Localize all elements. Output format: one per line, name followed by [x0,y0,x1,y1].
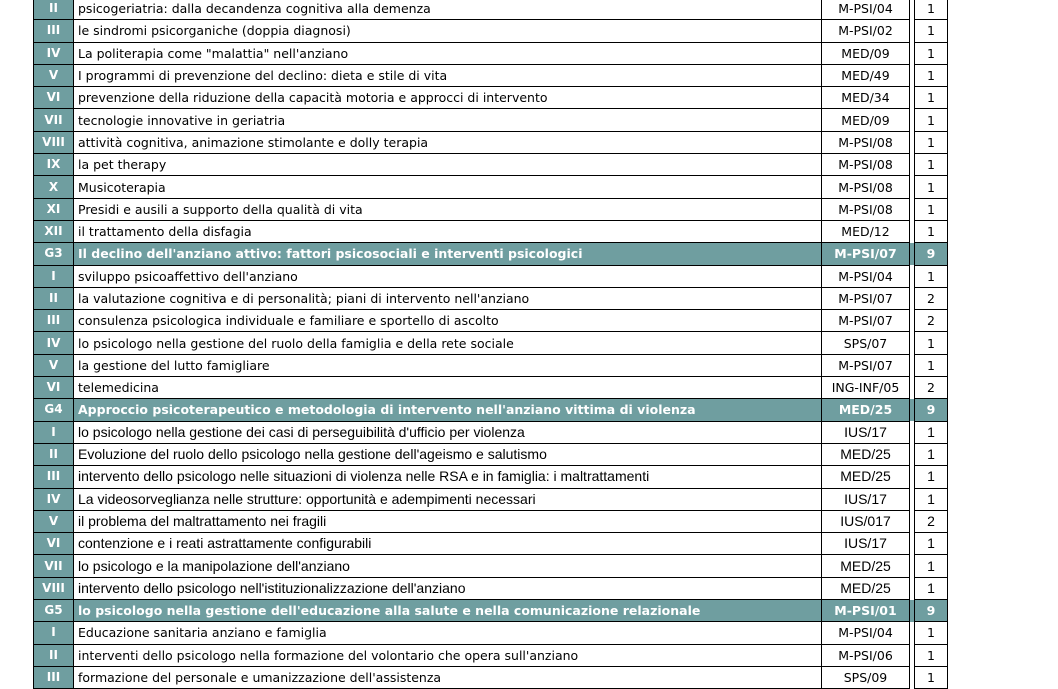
module-row [34,644,948,666]
row-cfu: 1 [915,220,948,242]
row-cfu: 1 [915,0,948,20]
curriculum-table-body [34,0,948,689]
row-ssd-code: SPS/07 [822,332,910,354]
row-cfu: 1 [915,622,948,644]
row-cfu: 1 [915,421,948,443]
row-cfu: 1 [915,354,948,376]
row-number: II [34,287,74,309]
row-description: la valutazione cognitiva e di personalità; piani di intervento nell'anziano [74,287,822,309]
row-number: V [34,64,74,86]
row-cfu: 1 [915,555,948,577]
module-row [34,20,948,42]
row-description: telemedicina [74,377,822,399]
row-cfu: 1 [915,265,948,287]
row-description: La videosorveglianza nelle strutture: opportunità e adempimenti necessari [74,488,822,510]
row-ssd-code: M-PSI/08 [822,198,910,220]
row-ssd-code: MED/49 [822,64,910,86]
row-ssd-code: M-PSI/07 [822,243,910,265]
row-ssd-code: M-PSI/08 [822,131,910,153]
row-description: intervento dello psicologo nelle situazioni di violenza nelle RSA e in famiglia: i maltrattamenti [74,466,822,488]
row-ssd-code: MED/25 [822,555,910,577]
row-ssd-code: ING-INF/05 [822,377,910,399]
row-ssd-code: M-PSI/08 [822,154,910,176]
row-ssd-code: M-PSI/04 [822,0,910,20]
curriculum-table [33,0,948,689]
row-number: I [34,622,74,644]
module-row [34,332,948,354]
module-row [34,265,948,287]
row-number: V [34,354,74,376]
module-row [34,510,948,532]
row-cfu: 9 [915,243,948,265]
row-description: contenzione e i reati astrattamente configurabili [74,533,822,555]
row-number: IV [34,332,74,354]
row-number: II [34,0,74,20]
row-ssd-code: MED/25 [822,443,910,465]
row-ssd-code: IUS/17 [822,533,910,555]
row-cfu: 2 [915,510,948,532]
module-row [34,555,948,577]
row-ssd-code: SPS/09 [822,666,910,688]
row-description: sviluppo psicoaffettivo dell'anziano [74,265,822,287]
row-ssd-code: M-PSI/02 [822,20,910,42]
row-cfu: 1 [915,109,948,131]
row-description: Evoluzione del ruolo dello psicologo nella gestione dell'ageismo e salutismo [74,443,822,465]
row-number: III [34,20,74,42]
row-description: lo psicologo nella gestione dei casi di perseguibilità d'ufficio per violenza [74,421,822,443]
row-number: XI [34,198,74,220]
row-number: II [34,644,74,666]
row-number: I [34,265,74,287]
row-ssd-code: M-PSI/07 [822,354,910,376]
module-row [34,176,948,198]
row-number: VII [34,109,74,131]
row-description: Approccio psicoterapeutico e metodologia di intervento nell'anziano vittima di violenza [74,399,822,421]
module-row [34,466,948,488]
group-row [34,243,948,265]
row-number: XII [34,220,74,242]
row-description: il problema del maltrattamento nei fragili [74,510,822,532]
module-row [34,154,948,176]
row-cfu: 1 [915,466,948,488]
row-cfu: 1 [915,577,948,599]
row-ssd-code: IUS/017 [822,510,910,532]
module-row [34,64,948,86]
row-description: Musicoterapia [74,176,822,198]
row-number: III [34,310,74,332]
row-cfu: 1 [915,42,948,64]
row-ssd-code: MED/34 [822,87,910,109]
row-number: X [34,176,74,198]
module-row [34,666,948,688]
module-row [34,0,948,20]
row-cfu: 1 [915,488,948,510]
module-row [34,287,948,309]
row-cfu: 9 [915,399,948,421]
module-row [34,310,948,332]
row-ssd-code: M-PSI/04 [822,622,910,644]
row-description: psicogeriatria: dalla decandenza cognitiva alla demenza [74,0,822,20]
module-row [34,109,948,131]
row-cfu: 2 [915,310,948,332]
row-ssd-code: MED/25 [822,399,910,421]
module-row [34,577,948,599]
row-number: IV [34,488,74,510]
module-row [34,533,948,555]
row-cfu: 1 [915,332,948,354]
row-ssd-code: M-PSI/07 [822,287,910,309]
row-ssd-code: M-PSI/04 [822,265,910,287]
row-description: attività cognitiva, animazione stimolante e dolly terapia [74,131,822,153]
row-ssd-code: MED/09 [822,42,910,64]
row-description: tecnologie innovative in geriatria [74,109,822,131]
row-number: IX [34,154,74,176]
row-cfu: 1 [915,666,948,688]
row-ssd-code: M-PSI/06 [822,644,910,666]
module-row [34,354,948,376]
row-number: VI [34,87,74,109]
row-description: interventi dello psicologo nella formazione del volontario che opera sull'anziano [74,644,822,666]
module-row [34,443,948,465]
row-description: La politerapia come "malattia" nell'anziano [74,42,822,64]
row-description: le sindromi psicorganiche (doppia diagnosi) [74,20,822,42]
row-cfu: 1 [915,64,948,86]
row-number: IV [34,42,74,64]
row-description: la gestione del lutto famigliare [74,354,822,376]
module-row [34,622,948,644]
module-row [34,131,948,153]
row-ssd-code: IUS/17 [822,488,910,510]
row-cfu: 2 [915,287,948,309]
row-description: formazione del personale e umanizzazione dell'assistenza [74,666,822,688]
row-cfu: 1 [915,87,948,109]
row-cfu: 1 [915,533,948,555]
row-number: VII [34,555,74,577]
row-description: lo psicologo e la manipolazione dell'anziano [74,555,822,577]
module-row [34,198,948,220]
row-number: VIII [34,131,74,153]
row-number: VI [34,533,74,555]
row-description: Educazione sanitaria anziano e famiglia [74,622,822,644]
row-description: lo psicologo nella gestione dell'educazione alla salute e nella comunicazione relazionale [74,600,822,622]
row-number: G3 [34,243,74,265]
row-cfu: 1 [915,154,948,176]
row-ssd-code: MED/12 [822,220,910,242]
group-row [34,399,948,421]
row-description: consulenza psicologica individuale e familiare e sportello di ascolto [74,310,822,332]
row-number: V [34,510,74,532]
row-cfu: 1 [915,644,948,666]
row-cfu: 1 [915,20,948,42]
module-row [34,42,948,64]
row-number: VI [34,377,74,399]
module-row [34,377,948,399]
row-cfu: 1 [915,131,948,153]
group-row [34,600,948,622]
row-cfu: 1 [915,198,948,220]
module-row [34,488,948,510]
row-ssd-code: MED/09 [822,109,910,131]
row-ssd-code: MED/25 [822,466,910,488]
row-description: Il declino dell'anziano attivo: fattori psicosociali e interventi psicologici [74,243,822,265]
row-description: lo psicologo nella gestione del ruolo della famiglia e della rete sociale [74,332,822,354]
row-cfu: 2 [915,377,948,399]
module-row [34,87,948,109]
row-description: il trattamento della disfagia [74,220,822,242]
row-number: III [34,466,74,488]
row-description: Presidi e ausili a supporto della qualità di vita [74,198,822,220]
row-cfu: 1 [915,176,948,198]
row-number: VIII [34,577,74,599]
row-cfu: 9 [915,600,948,622]
row-description: intervento dello psicologo nell'istituzionalizzazione dell'anziano [74,577,822,599]
row-number: III [34,666,74,688]
row-ssd-code: M-PSI/01 [822,600,910,622]
module-row [34,220,948,242]
row-ssd-code: M-PSI/08 [822,176,910,198]
row-description: I programmi di prevenzione del declino: dieta e stile di vita [74,64,822,86]
row-description: la pet therapy [74,154,822,176]
row-number: G4 [34,399,74,421]
row-number: I [34,421,74,443]
row-ssd-code: M-PSI/07 [822,310,910,332]
row-description: prevenzione della riduzione della capacità motoria e approcci di intervento [74,87,822,109]
module-row [34,421,948,443]
row-number: II [34,443,74,465]
row-cfu: 1 [915,443,948,465]
row-ssd-code: IUS/17 [822,421,910,443]
row-ssd-code: MED/25 [822,577,910,599]
row-number: G5 [34,600,74,622]
